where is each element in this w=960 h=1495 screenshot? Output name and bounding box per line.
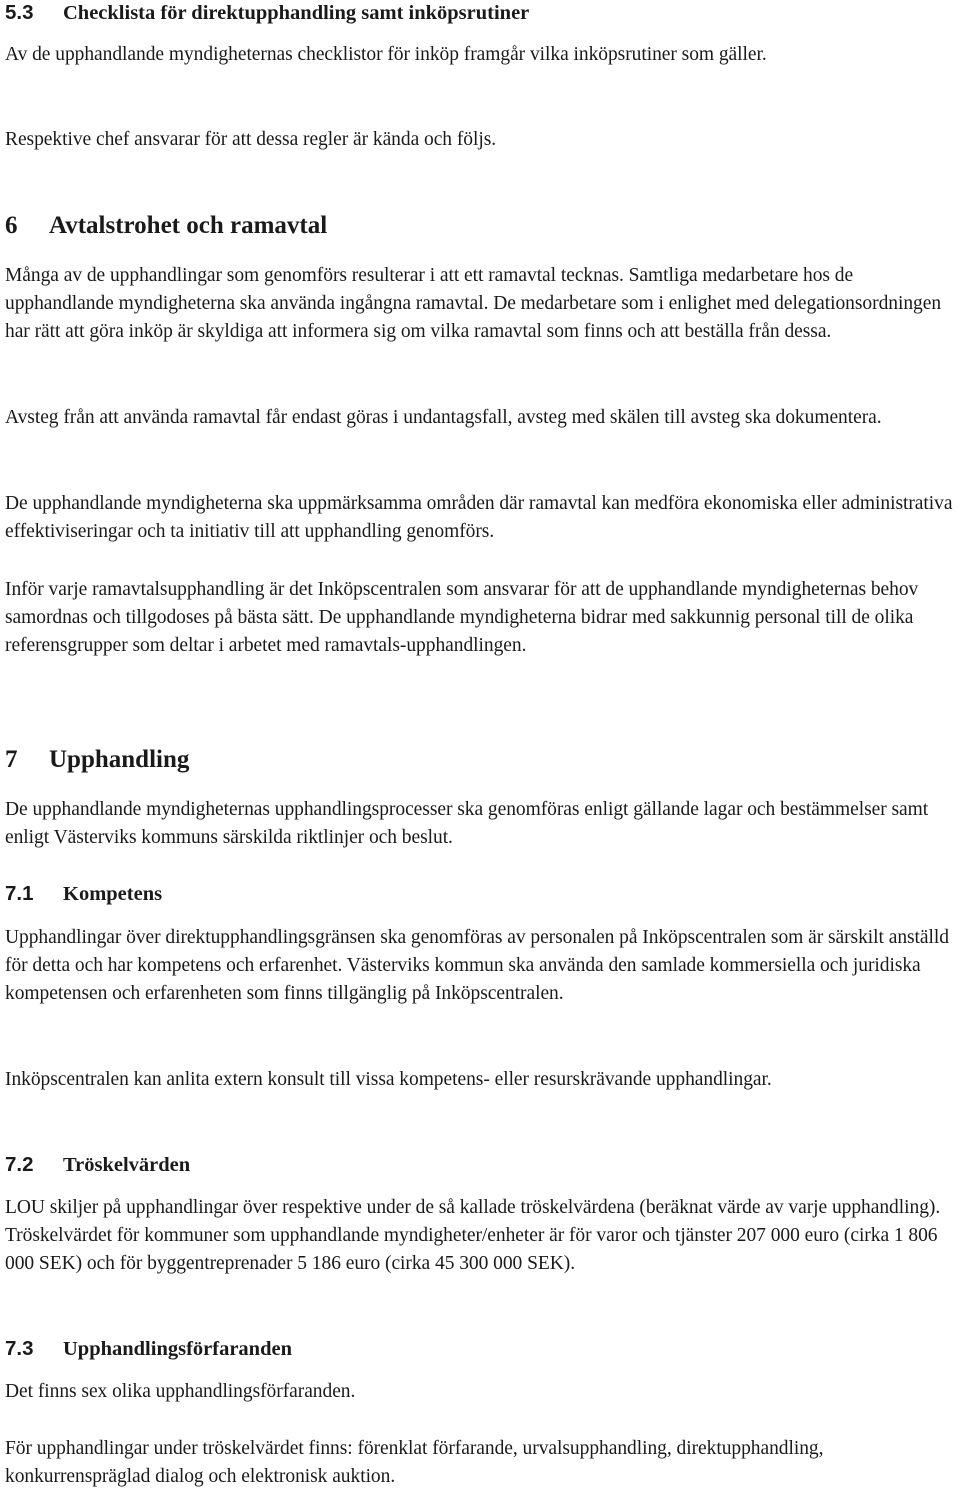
paragraph: Inför varje ramavtalsupphandling är det Inköpscentralen som ansvarar för att de upphandlande myndigheternas behov samordnas och tillgodoses på bästa sätt. De upphandlande myndigheterna bidrar med sakkunnig personal till de olika referensgrupper som deltar i arbetet med ramavtals-upphandlingen.: [5, 579, 919, 656]
paragraph: Respektive chef ansvarar för att dessa regler är kända och följs.: [5, 129, 497, 150]
heading-title: Upphandlingsförfaranden: [63, 1338, 292, 1360]
heading-7-2: [5, 1152, 958, 1178]
heading-title: Checklista för direktupphandling samt inköpsrutiner: [63, 2, 530, 24]
paragraph: Det finns sex olika upphandlingsförfaranden.: [5, 1381, 356, 1402]
paragraph: Många av de upphandlingar som genomförs resulterar i att ett ramavtal tecknas. Samtliga medarbetare hos de upphandlande myndigheterna ska använda ingångna ramavtal. De medarbetare som i enlighet med delegationsordningen har rätt att göra inköp är skyldiga att informera sig om vilka ramavtal som finns och att beställa från dessa.: [5, 265, 942, 342]
heading-number: 5.3: [5, 1, 34, 24]
heading-7: [5, 744, 958, 776]
heading-number: 7.2: [5, 1153, 34, 1176]
paragraph: För upphandlingar under tröskelvärdet finns: förenklat förfarande, urvalsupphandling, direktupphandling, konkurrenspräglad dialog och elektronisk auktion.: [5, 1438, 824, 1487]
paragraph: Upphandlingar över direktupphandlingsgränsen ska genomföras av personalen på Inköpscentralen som är särskilt anställd för detta och har kompetens och erfarenhet. Västerviks kommun ska använda den samlade kommersiella och juridiska kompetensen och erfarenheten som finns tillgänglig på Inköpscentralen.: [5, 927, 949, 1004]
heading-number: 6: [5, 212, 18, 239]
paragraph: Av de upphandlande myndigheternas checklistor för inköp framgår vilka inköpsrutiner som gäller.: [5, 44, 767, 65]
heading-number: 7.1: [5, 882, 34, 905]
heading-title: Kompetens: [63, 883, 163, 905]
heading-7-3: [5, 1336, 958, 1362]
paragraph: Inköpscentralen kan anlita extern konsult till vissa kompetens- eller resurskrävande upphandlingar.: [5, 1069, 772, 1090]
heading-7-1: [5, 881, 958, 907]
paragraph: De upphandlande myndigheterna ska uppmärksamma områden där ramavtal kan medföra ekonomiska eller administrativa effektiviseringar och ta initiativ till att upphandling genomförs.: [5, 493, 953, 542]
heading-number: 7: [5, 746, 18, 773]
heading-title: Tröskelvärden: [63, 1154, 191, 1176]
heading-number: 7.3: [5, 1337, 34, 1360]
heading-6: [5, 210, 958, 242]
heading-title: Avtalstrohet och ramavtal: [49, 212, 328, 239]
paragraph: De upphandlande myndigheternas upphandlingsprocesser ska genomföras enligt gällande lagar och bestämmelser samt enligt Västerviks kommuns särskilda riktlinjer och beslut.: [5, 799, 929, 848]
paragraph: LOU skiljer på upphandlingar över respektive under de så kallade tröskelvärdena (beräknat värde av varje upphandling). Tröskelvärdet för kommuner som upphandlande myndigheter/enheter är för varor och tjänster 207 000 euro (cirka 1 806 000 SEK) och för byggentreprenader 5 186 euro (cirka 45 300 000 SEK).: [5, 1197, 941, 1274]
paragraph: Avsteg från att använda ramavtal får endast göras i undantagsfall, avsteg med skälen till avsteg ska dokumentera.: [5, 407, 882, 428]
heading-5-3: [5, 0, 958, 26]
heading-title: Upphandling: [49, 746, 190, 773]
